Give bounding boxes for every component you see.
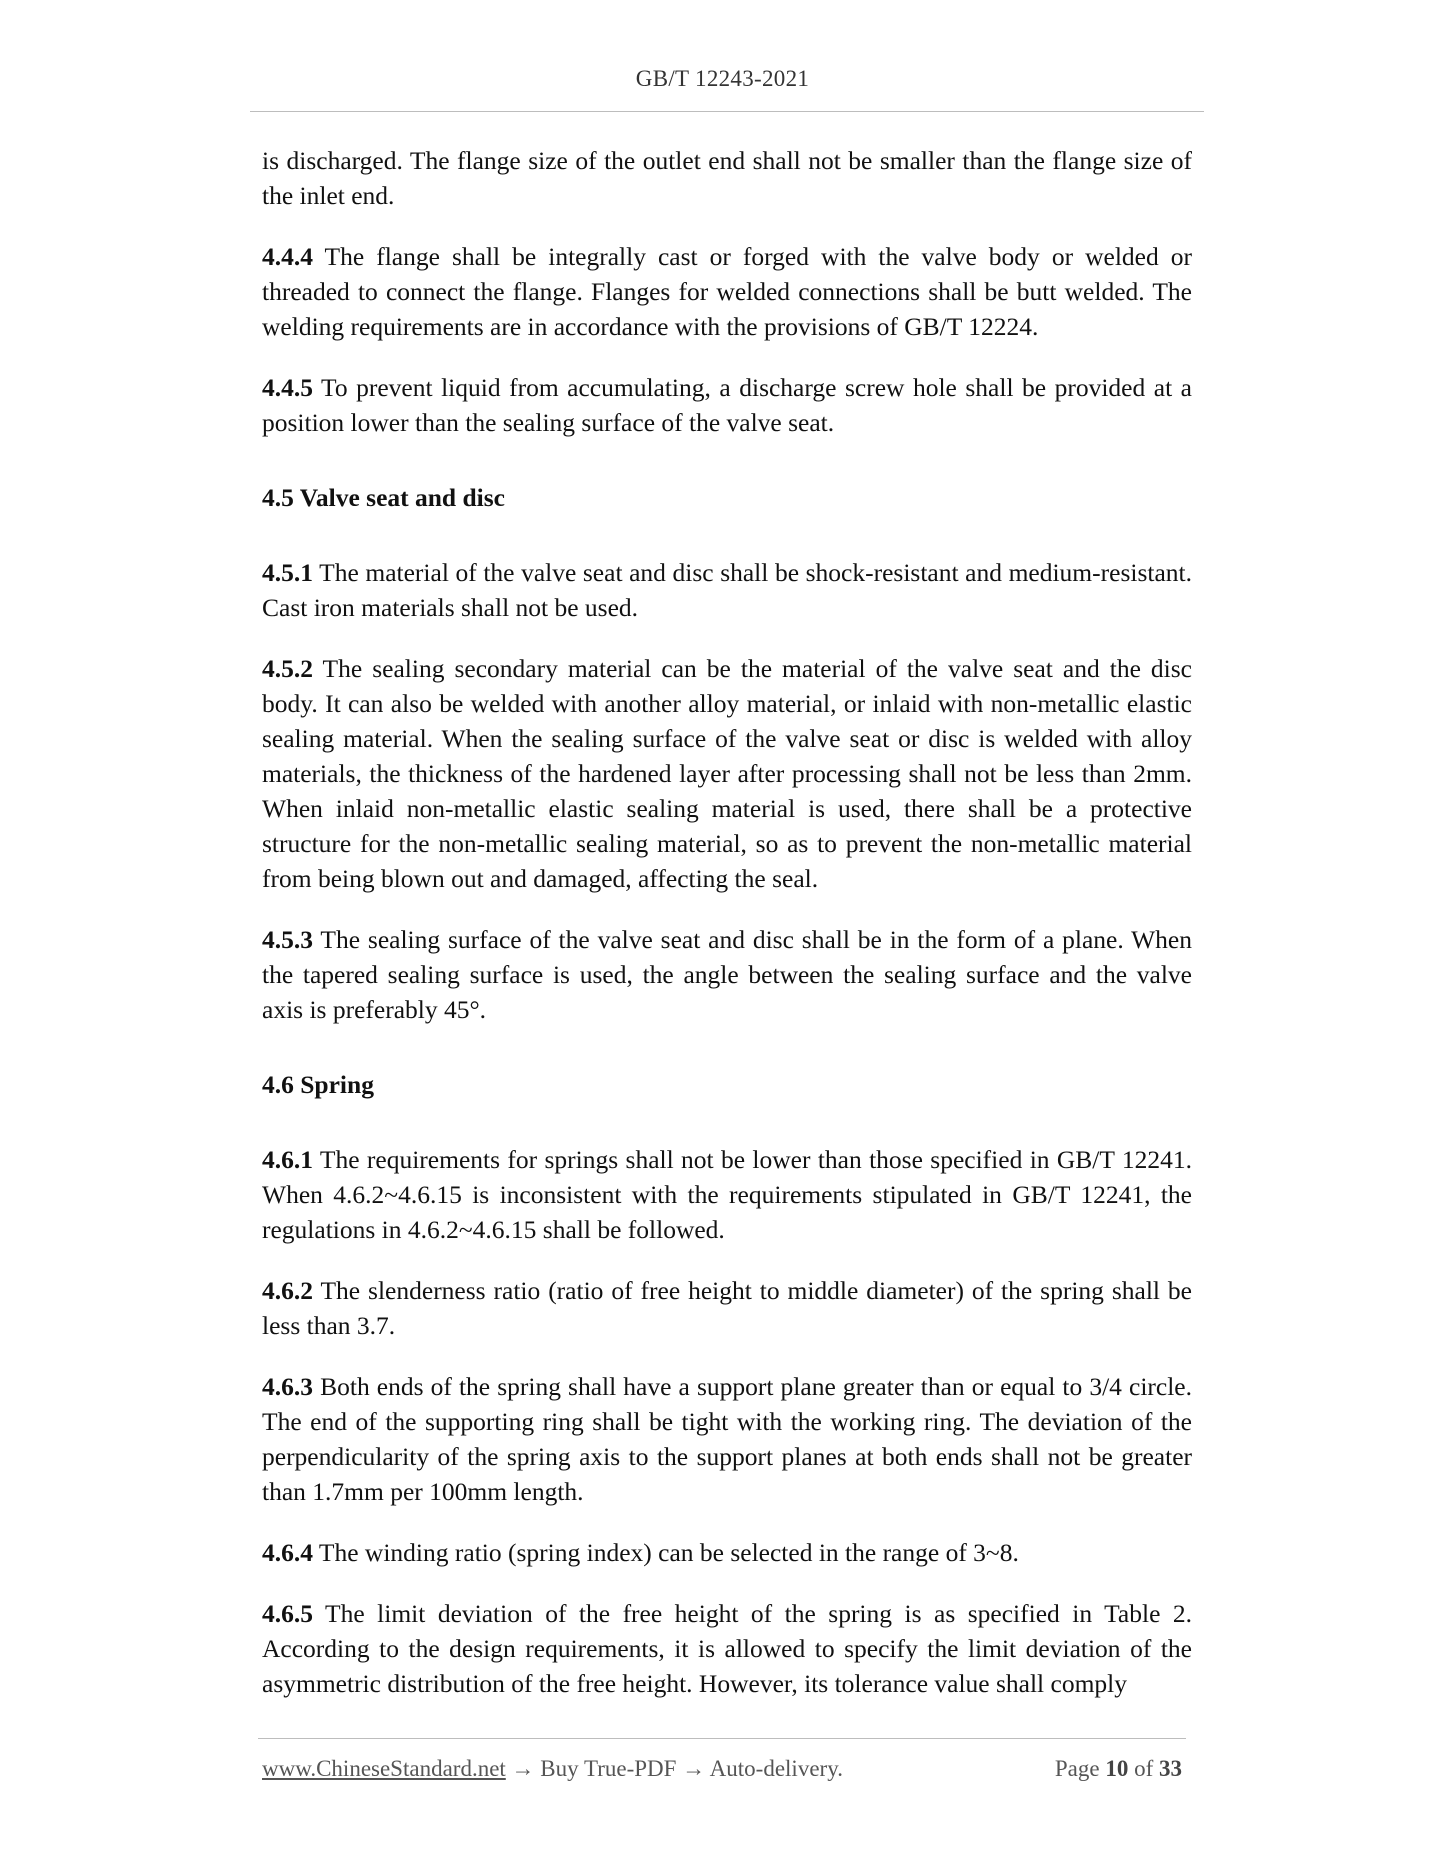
clause-4-6-3 <box>262 1369 1192 1509</box>
page-indicator <box>1055 1756 1182 1782</box>
clause-number: 4.6.3 <box>262 1372 313 1401</box>
clause-4-5-1 <box>262 555 1192 625</box>
clause-text: The flange shall be integrally cast or forged with the valve body or welded or threaded to connect the flange. Flanges for welded connections shall be butt welded. The welding requirements are in accordance with the provisions of GB/T 12224. <box>262 242 1192 341</box>
section-heading-4-5: 4.5 Valve seat and disc <box>262 483 505 512</box>
clause-text: Both ends of the spring shall have a support plane greater than or equal to 3/4 circle. The end of the supporting ring shall be tight with the working ring. The deviation of the perpendicularity of the spring axis to the support planes at both ends shall not be greater than 1.7mm per 100mm length. <box>262 1372 1192 1506</box>
clause-4-4-4 <box>262 239 1192 344</box>
page-number: 10 <box>1105 1756 1129 1781</box>
arrow-icon: → <box>676 1756 710 1781</box>
section-heading-4-6: 4.6 Spring <box>262 1070 374 1099</box>
clause-number: 4.6.4 <box>262 1538 313 1567</box>
clause-text: The limit deviation of the free height of the spring is as specified in Table 2. According to the design requirements, it is allowed to specify the limit deviation of the asymmetric distribution of the free height. However, its tolerance value shall comply <box>262 1599 1192 1698</box>
clause-number: 4.4.4 <box>262 242 313 271</box>
clause-text: The material of the valve seat and disc shall be shock-resistant and medium-resistant. Cast iron materials shall not be used. <box>262 558 1192 622</box>
clause-number: 4.4.5 <box>262 373 313 402</box>
paragraph-text: is discharged. The flange size of the outlet end shall not be smaller than the flange size of the inlet end. <box>262 146 1192 210</box>
clause-text: The slenderness ratio (ratio of free height to middle diameter) of the spring shall be less than 3.7. <box>262 1276 1192 1340</box>
arrow-icon: → <box>505 1756 541 1781</box>
clause-number: 4.6.2 <box>262 1276 313 1305</box>
paragraph-continuation <box>262 143 1192 213</box>
clause-number: 4.6.5 <box>262 1599 313 1628</box>
clause-4-6-1 <box>262 1142 1192 1247</box>
clause-text: The requirements for springs shall not be lower than those specified in GB/T 12241. When 4.6.2~4.6.15 is inconsistent with the requirements stipulated in GB/T 12241, the regulations in 4.6.2~4.6.15 shall be followed. <box>262 1145 1192 1244</box>
clause-text: To prevent liquid from accumulating, a discharge screw hole shall be provided at a position lower than the sealing surface of the valve seat. <box>262 373 1192 437</box>
document-footer <box>262 1756 1182 1782</box>
clause-number: 4.5.3 <box>262 925 313 954</box>
website-link[interactable]: www.ChineseStandard.net <box>262 1756 506 1781</box>
header-divider <box>250 111 1204 112</box>
clause-number: 4.5.1 <box>262 558 313 587</box>
clause-4-6-5 <box>262 1596 1192 1701</box>
clause-text: The winding ratio (spring index) can be selected in the range of 3~8. <box>313 1538 1019 1567</box>
of-label: of <box>1128 1756 1159 1781</box>
clause-text: The sealing surface of the valve seat and disc shall be in the form of a plane. When the tapered sealing surface is used, the angle between the sealing surface and the valve axis is preferably 45°. <box>262 925 1192 1024</box>
document-body <box>262 143 1192 1727</box>
clause-4-4-5 <box>262 370 1192 440</box>
clause-4-6-4 <box>262 1535 1192 1570</box>
clause-4-5-3 <box>262 922 1192 1027</box>
clause-4-5-2 <box>262 651 1192 896</box>
clause-number: 4.6.1 <box>262 1145 313 1174</box>
clause-number: 4.5.2 <box>262 654 313 683</box>
clause-4-6-2 <box>262 1273 1192 1343</box>
footer-divider <box>258 1738 1186 1739</box>
delivery-text: Auto-delivery. <box>709 1756 843 1781</box>
page-total: 33 <box>1159 1756 1182 1781</box>
page-label: Page <box>1054 1756 1106 1781</box>
clause-text: The sealing secondary material can be the material of the valve seat and the disc body. It can also be welded with another alloy material, or inlaid with non-metallic elastic sealing material. When the sealing surface of the valve seat or disc is welded with alloy materials, the thickness of the hardened layer after processing shall not be less than 2mm. When inlaid non-metallic elastic sealing material is used, there shall be a protective structure for the non-metallic sealing material, so as to prevent the non-metallic material from being blown out and damaged, affecting the seal. <box>262 654 1192 893</box>
document-header: GB/T 12243-2021 <box>635 66 810 91</box>
buy-pdf-text: Buy True-PDF <box>540 1756 677 1781</box>
